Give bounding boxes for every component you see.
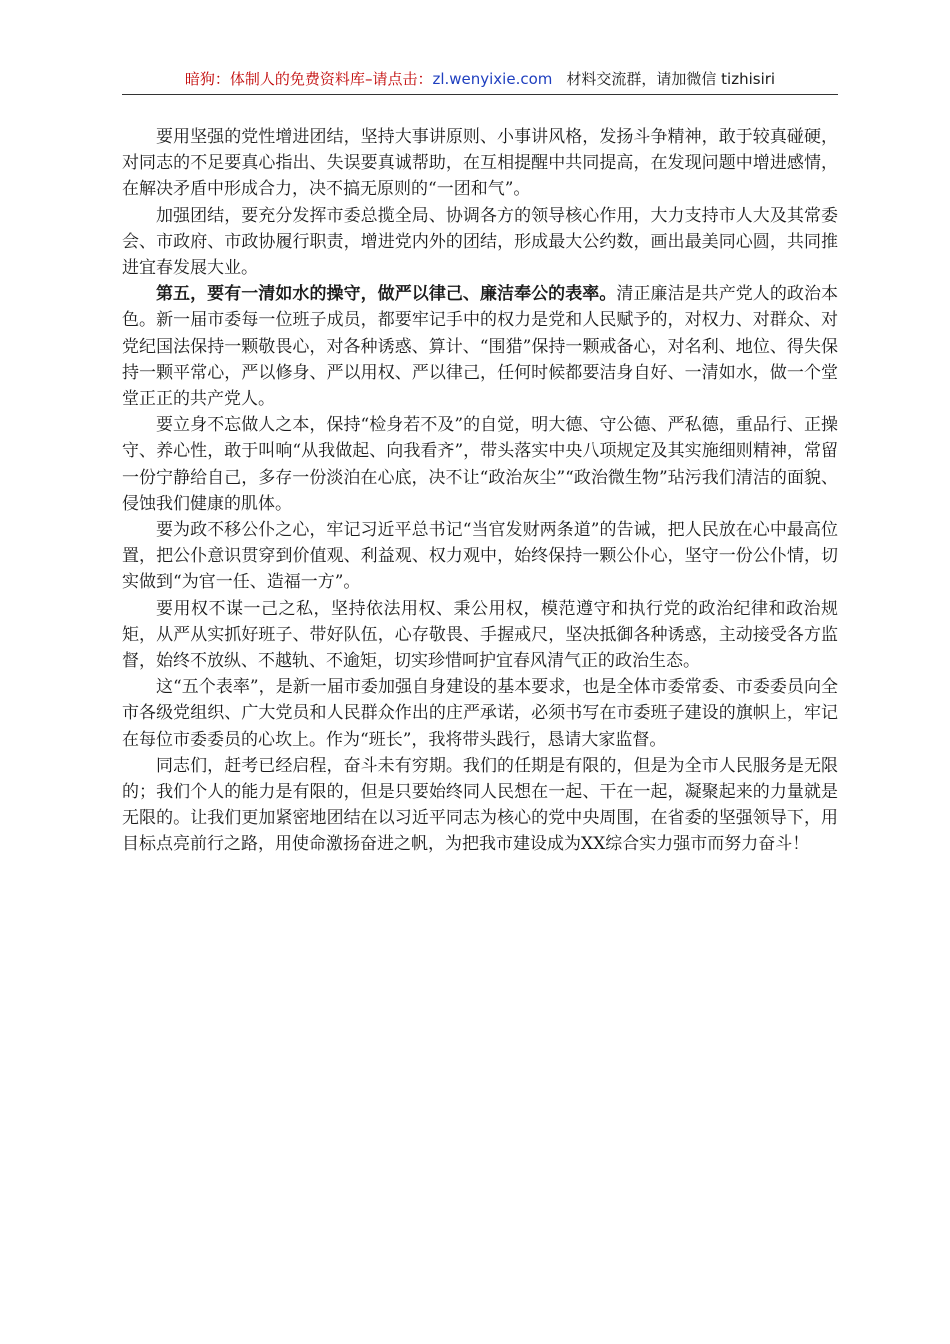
paragraph-text: 同志们，赶考已经启程，奋斗未有穷期。我们的任期是有限的，但是为全市人民服务是无限的；我们个人的能力是有限的，但是只要始终同人民想在一起、干在一起，凝聚起来的力量就是无限的。让我们更加紧密地团结在以习近平同志为核心的党中央周围，在省委的坚强领导下，用目标点亮前行之路，用使命激扬奋进之帆，为把我市建设成为XX综合实力强市而努力奋斗！: [122, 755, 838, 855]
page-header: [122, 68, 838, 95]
paragraph-text: 这“五个表率”，是新一届市委加强自身建设的基本要求，也是全体市委常委、市委委员向全市各级党组织、广大党员和人民群众作出的庄严承诺，必须书写在市委班子建设的旗帜上，牢记在每位市委委员的心坎上。作为“班长”，我将带头践行，恳请大家监督。: [122, 677, 838, 750]
paragraph-text: 要立身不忘做人之本，保持“检身若不及”的自觉，明大德、守公德、严私德，重品行、正操守、养心性，敢于叫响“从我做起、向我看齐”，带头落实中央八项规定及其实施细则精神，常留一份宁静给自己，多存一份淡泊在心底，决不让“政治灰尘”“政治微生物”玷污我们清洁的面貌、侵蚀我们健康的肌体。: [122, 415, 838, 514]
header-click-prompt: –请点击：: [364, 70, 433, 88]
paragraph: [122, 412, 838, 517]
paragraph-text: 要用权不谋一己之私，坚持依法用权、秉公用权，模范遵守和执行党的政治纪律和政治规矩，从严从实抓好班子、带好队伍，心存敬畏、手握戒尺，坚决抵御各种诱惑，主动接受各方监督，始终不放纵、不越轨、不逾矩，切实珍惜呵护宜春风清气正的政治生态。: [122, 598, 838, 672]
paragraph: [122, 596, 838, 675]
document-body: [122, 124, 838, 858]
paragraph: [122, 124, 838, 203]
paragraph-text: 清正廉洁是共产党人的政治本色。新一届市委每一位班子成员，都要牢记手中的权力是党和人民赋予的，对权力、对群众、对党纪国法保持一颗敬畏心，对各种诱惑、算计、“围猎”保持一颗戒备心，对名利、地位、得失保持一颗平常心，严以修身、严以用权、严以律己，任何时候都要洁身自好、一清如水，做一个堂堂正正的共产党人。: [122, 284, 839, 410]
paragraph-text: 要用坚强的党性增进团结，坚持大事讲原则、小事讲风格，发扬斗争精神，敢于较真碰硬，对同志的不足要真心指出、失误要真诚帮助，在互相提醒中共同提高，在发现问题中增进感情，在解决矛盾中形成合力，决不搞无原则的“一团和气”。: [122, 127, 838, 200]
header-url-link[interactable]: zl.wenyixie.com: [432, 70, 553, 88]
paragraph-lead: 第五，要有一清如水的操守，做严以律己、廉洁奉公的表率。: [156, 284, 617, 305]
paragraph-text: 要为政不移公仆之心，牢记习近平总书记“当官发财两条道”的告诫，把人民放在心中最高位置，把公仆意识贯穿到价值观、利益观、权力观中，始终保持一颗公仆心，坚守一份公仆情，切实做到“为官一任、造福一方”。: [122, 520, 838, 593]
paragraph-text: 加强团结，要充分发挥市委总揽全局、协调各方的领导核心作用，大力支持市人大及其常委会、市政府、市政协履行职责，增进党内外的团结，形成最大公约数，画出最美同心圆，共同推进宜春发展大业。: [122, 205, 838, 279]
header-site-name: 暗狗：体制人的免费资料库: [184, 70, 365, 88]
paragraph: [122, 674, 838, 753]
paragraph: [122, 517, 838, 596]
paragraph: [122, 281, 838, 412]
paragraph: [122, 753, 838, 858]
header-group-note: 材料交流群，请加微信 tizhisiri: [566, 70, 776, 88]
paragraph: [122, 203, 838, 282]
